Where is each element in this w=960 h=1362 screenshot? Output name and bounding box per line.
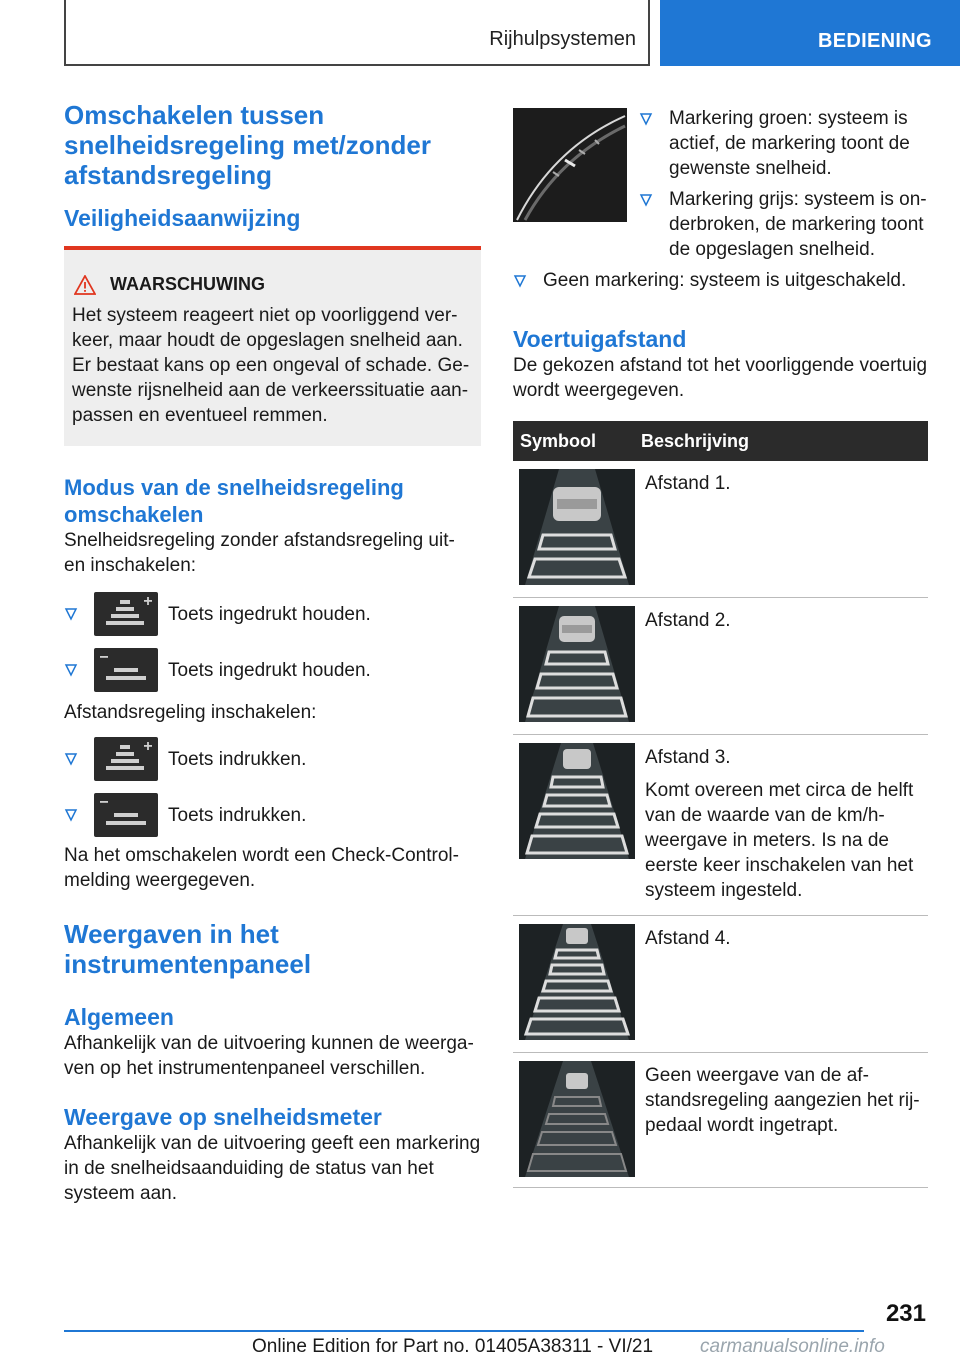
- table-col-description: Beschrijving: [641, 430, 750, 451]
- table-row: [513, 598, 928, 735]
- distance-4-symbol-image: [519, 924, 635, 1040]
- speedo-heading: Weergave op snelheidsmeter: [64, 1104, 382, 1130]
- distance-2-description: [645, 606, 731, 722]
- description-line: Afstand 4.: [645, 928, 731, 949]
- mode-item-1: [64, 592, 481, 636]
- description-line: Komt overeen met circa de helft van de waarde van de km/h-weergave in meters. Is na de eerste keer inschakelen van het systeem ingesteld.: [645, 780, 914, 901]
- distance-1-symbol-image: [519, 469, 635, 585]
- bullet-triangle-icon: [513, 274, 527, 288]
- display-heading: Weergaven in het instrumentenpaneel: [64, 919, 312, 979]
- description-line: Afstand 3.: [645, 747, 731, 768]
- mode-intro: Snelheidsregeling zonder afstandsregeling uit- en inschakelen:: [64, 530, 455, 576]
- distance-plus-key-icon: [94, 737, 158, 781]
- bullet-triangle-icon: [64, 607, 78, 621]
- bullet-triangle-icon: [639, 112, 653, 126]
- marking-grey-text: Markering grijs: systeem is onderbroken, de markering toont de opgeslagen snelheid.: [669, 189, 927, 260]
- table-header: [513, 421, 928, 461]
- chapter-tab[interactable]: [660, 0, 960, 66]
- no-distance-description: [645, 1061, 928, 1177]
- page-title: Omschakelen tussen snelheidsregeling met/zonder afstandsregeling: [64, 100, 431, 190]
- distance-on-text: Afstandsregeling inschakelen:: [64, 702, 317, 723]
- vehicle-distance-text: De gekozen afstand tot het voorliggende voertuig wordt weergegeven.: [513, 355, 928, 401]
- marking-item-green: [639, 106, 928, 181]
- table-row: [513, 461, 928, 598]
- no-distance-symbol-image: [519, 1061, 635, 1177]
- general-heading: Algemeen: [64, 1004, 174, 1030]
- bullet-triangle-icon: [64, 808, 78, 822]
- mode-item-2: [64, 648, 481, 692]
- left-column: [64, 100, 481, 1206]
- footer-divider: [64, 1330, 864, 1332]
- distance-item-1: [64, 737, 481, 781]
- marking-green-text: Markering groen: systeem is actief, de markering toont de gewenste snelheid.: [669, 108, 910, 179]
- edition-text: Online Edition for Part no. 01405A38311 - VI/21: [252, 1336, 654, 1357]
- description-line: Geen weergave van de afstandsregeling aangezien het rijpedaal wordt ingetrapt.: [645, 1065, 920, 1136]
- distance-item-1-text: Toets indrukken.: [168, 748, 307, 770]
- table-row: [513, 1053, 928, 1188]
- section-title: Rijhulpsystemen: [489, 28, 636, 50]
- mode-item-1-text: Toets ingedrukt houden.: [168, 603, 371, 625]
- speedo-text: Afhankelijk van de uitvoering geeft een markering in de snelheidsaanduiding de status van het systeem aan.: [64, 1133, 481, 1204]
- warning-title: WAARSCHUWING: [110, 274, 265, 294]
- chapter-tab-label: BEDIENING: [818, 30, 932, 52]
- table-row: [513, 735, 928, 916]
- vehicle-distance-heading: Voertuigafstand: [513, 326, 687, 352]
- distance-plus-key-icon: [94, 592, 158, 636]
- table-col-symbol: Symbool: [520, 430, 597, 451]
- description-line: Afstand 1.: [645, 473, 731, 494]
- bullet-triangle-icon: [64, 752, 78, 766]
- bullet-triangle-icon: [639, 193, 653, 207]
- distance-1-description: [645, 469, 731, 585]
- distance-3-description: [645, 743, 928, 903]
- marking-list: [639, 106, 928, 262]
- distance-4-description: [645, 924, 731, 1040]
- watermark: carmanualsonline.info: [700, 1336, 885, 1357]
- right-column: [513, 106, 928, 1188]
- marking-item-grey: [639, 187, 928, 262]
- general-text: Afhankelijk van de uitvoering kunnen de weergaven op het instrumentenpaneel verschillen.: [64, 1033, 474, 1079]
- warning-box: [64, 246, 481, 446]
- table-row: [513, 916, 928, 1053]
- mode-heading: Modus van de snelheidsregeling omschakelen: [64, 475, 404, 527]
- page-number: 231: [885, 1300, 926, 1327]
- warning-triangle-icon: [74, 275, 96, 295]
- no-marking-text: Geen markering: systeem is uitgeschakeld.: [543, 270, 907, 291]
- safety-heading: Veiligheidsaanwijzing: [64, 205, 301, 231]
- distance-minus-key-icon: [94, 793, 158, 837]
- after-switch-text: Na het omschakelen wordt een Check-Control-melding weergegeven.: [64, 845, 459, 891]
- distance-3-symbol-image: [519, 743, 635, 859]
- no-marking-item: [513, 268, 928, 293]
- warning-title-row: [108, 274, 473, 295]
- distance-item-2: [64, 793, 481, 837]
- description-line: Afstand 2.: [645, 610, 731, 631]
- warning-text: Het systeem reageert niet op voorliggend verkeer, maar houdt de opgeslagen snelheid aan. Er bestaat kans op een ongeval of schade. Gewenste rijsnelheid aan de verkeerssituatie aanpassen en eventueel remmen.: [72, 305, 470, 426]
- mode-item-2-text: Toets ingedrukt houden.: [168, 659, 371, 681]
- distance-2-symbol-image: [519, 606, 635, 722]
- speedometer-marking-image: [513, 108, 627, 222]
- bullet-triangle-icon: [64, 663, 78, 677]
- distance-item-2-text: Toets indrukken.: [168, 804, 307, 826]
- distance-minus-key-icon: [94, 648, 158, 692]
- header-frame: [64, 0, 650, 66]
